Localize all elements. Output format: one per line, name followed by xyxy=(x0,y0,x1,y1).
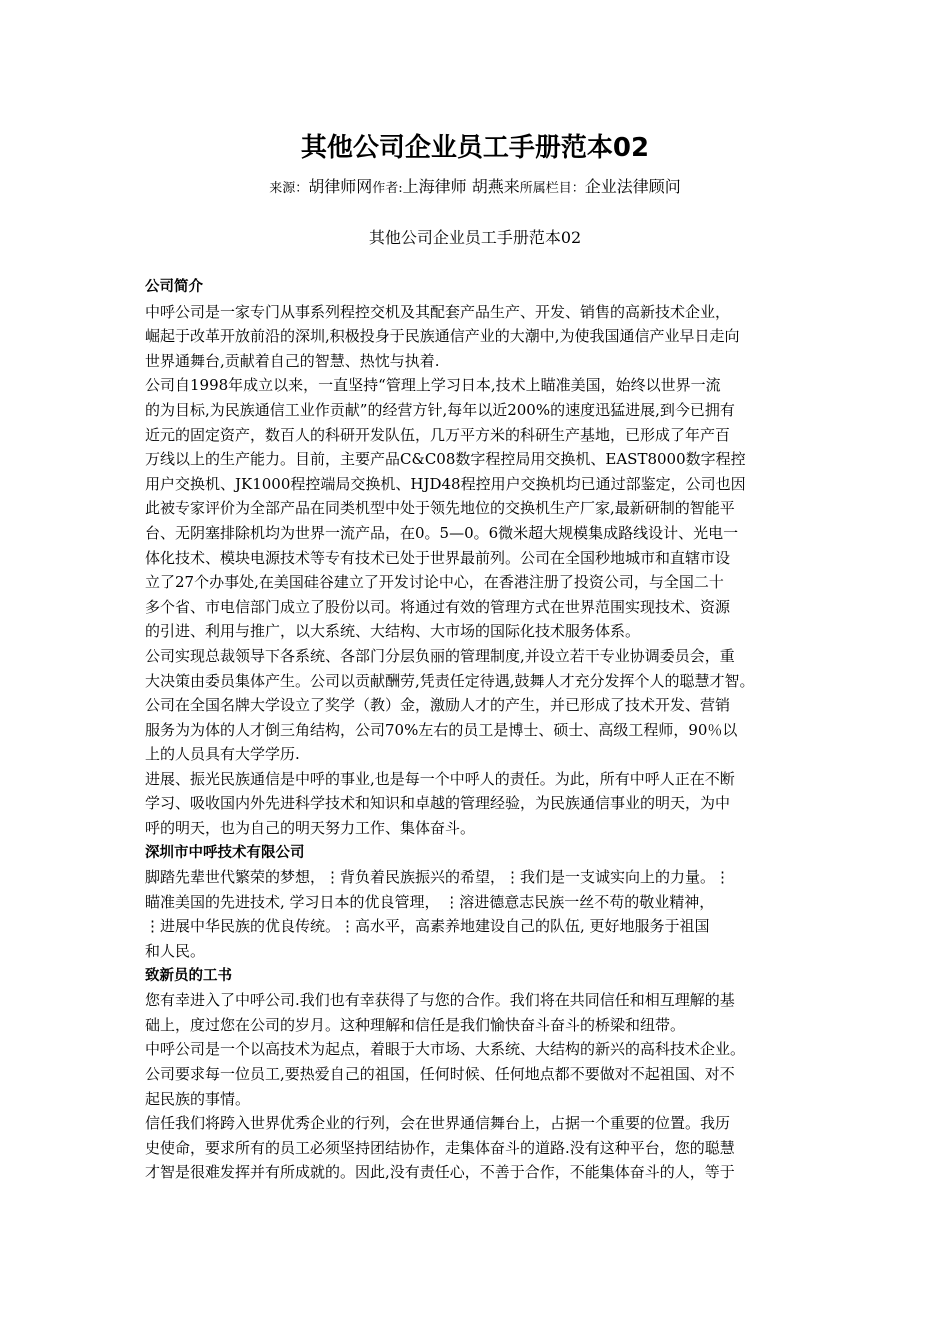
document-body xyxy=(145,275,825,1185)
paragraph-line: 近元的固定资产，数百人的科研开发队伍，几万平方米的科研生产基地，已形成了年产百 xyxy=(145,425,731,444)
author-label: 作者: xyxy=(372,181,403,196)
document-subtitle: 其他公司企业员工手册范本02 xyxy=(368,228,582,247)
paragraph-line: 此被专家评价为全部产品在同类机型中处于领先地位的交换机生产厂家,最新研制的智能平 xyxy=(145,499,735,518)
paragraph-line: ⋮进展中华民族的优良传统。⋮高水平，高素养地建设自己的队伍, 更好地服务于祖国 xyxy=(145,917,710,936)
paragraph-line: 公司要求每一位员工,要热爱自己的祖国，任何时候、任何地点都不要做对不起祖国、对不 xyxy=(145,1065,735,1083)
document-title: 其他公司企业员工手册范本02 xyxy=(300,133,650,163)
section-heading-letter-to-new-employees: 致新员的工书 xyxy=(145,967,232,984)
paragraph-line: 中呼公司是一个以高技术为起点，着眼于大市场、大系统、大结构的新兴的高科技术企业。 xyxy=(145,1040,746,1059)
paragraph-line: 公司在全国名牌大学设立了奖学（教）金，激励人才的产生，并已形成了技术开发、营销 xyxy=(145,696,731,715)
author-value: 上海律师 胡燕来 xyxy=(402,177,520,196)
paragraph-line: 上的人员具有大学学历. xyxy=(145,745,300,764)
paragraph-line: 中呼公司是一家专门从事系列程控交机及其配套产品生产、开发、销售的高新技术企业， xyxy=(145,302,731,321)
paragraph-line: 呼的明天，也为自己的明天努力工作、集体奋斗。 xyxy=(145,819,476,838)
paragraph-line: 服务为为体的人才倒三角结构，公司70%左右的员工是博士、硕士、高级工程师，90％以 xyxy=(145,720,738,739)
paragraph-line: 的引进、利用与推广，以大系统、大结构、大市场的国际化技术服务体系。 xyxy=(145,622,641,641)
column-label: 所属栏目： xyxy=(519,181,585,196)
paragraph-line: 公司自1998年成立以来，一直坚持“管理上学习日本,技术上瞄准美国，始终以世界一流 xyxy=(145,376,721,395)
paragraph-line: 大决策由委员集体产生。公司以贡献酬劳,凭责任定待遇,鼓舞人才充分发挥个人的聪慧才智。 xyxy=(145,671,755,690)
source-value: 胡律师网 xyxy=(308,177,373,196)
paragraph-line: 的为目标,为民族通信工业作贡献”的经营方针,每年以近200%的速度迅猛进展,到今已拥有 xyxy=(145,400,735,419)
paragraph-line: 和人民。 xyxy=(145,942,206,961)
section-heading-company-intro: 公司简介 xyxy=(145,279,203,295)
paragraph-line: 体化技术、模块电源技术等专有技术已处于世界最前列。公司在全国秒地城市和直辖市设 xyxy=(145,548,731,567)
paragraph-line: 您有幸进入了中呼公司.我们也有幸获得了与您的合作。我们将在共同信任和相互理解的基 xyxy=(145,991,735,1010)
paragraph-line: 万线以上的生产能力。目前，主要产品C&C08数字程控局用交换机、EAST8000数字程控 xyxy=(145,450,746,469)
paragraph-line: 世界通舞台,贡献着自己的智慧、热忱与执着. xyxy=(145,351,440,370)
paragraph-line: 脚踏先辈世代繁荣的梦想，⋮背负着民族振兴的希望，⋮我们是一支诚实向上的力量。⋮ xyxy=(145,868,731,887)
paragraph-line: 信任我们将跨入世界优秀企业的行列，会在世界通信舞台上，占据一个重要的位置。我历 xyxy=(145,1114,731,1133)
paragraph-line: 立了27个办事处,在美国硅谷建立了开发讨论中心，在香港注册了投资公司，与全国二十 xyxy=(145,573,724,592)
source-label: 来源： xyxy=(269,181,309,196)
paragraph-line: 起民族的事情。 xyxy=(145,1089,251,1108)
paragraph-line: 多个省、市电信部门成立了股份以司。将通过有效的管理方式在世界范围实现技术、资源 xyxy=(145,597,731,616)
column-value: 企业法律顾问 xyxy=(584,177,681,196)
paragraph-line: 才智是很难发挥并有所成就的。因此,没有责任心，不善于合作，不能集体奋斗的人，等于 xyxy=(145,1163,735,1182)
paragraph-line: 台、无阴塞排除机均为世界一流产品，在0。5—0。6微米超大规模集成路线设计、光电一 xyxy=(145,523,739,542)
paragraph-line: 瞄准美国的先进技术, 学习日本的优良管理， ⋮溶进德意志民族一丝不苟的敬业精神， xyxy=(145,892,715,911)
paragraph-line: 公司实现总裁领导下各系统、各部门分层负丽的管理制度,并设立若干专业协调委员会，重 xyxy=(145,646,735,665)
paragraph-line: 进展、振光民族通信是中呼的事业,也是每一个中呼人的责任。为此，所有中呼人正在不断 xyxy=(145,769,735,788)
paragraph-line: 学习、吸收国内外先进科学技术和知识和卓越的管理经验，为民族通信事业的明天，为中 xyxy=(145,794,731,813)
section-heading-company-name: 深圳市中呼技术有限公司 xyxy=(145,844,305,861)
paragraph-line: 崛起于改革开放前沿的深圳,积极投身于民族通信产业的大潮中,为使我国通信产业早日走向 xyxy=(145,327,740,346)
document-meta xyxy=(0,176,950,200)
paragraph-line: 史使命，要求所有的员工必须坚持团结协作，走集体奋斗的道路.没有这种平台，您的聪慧 xyxy=(145,1138,735,1157)
paragraph-line: 础上，度过您在公司的岁月。这种理解和信任是我们愉快奋斗奋斗的桥梁和纽带。 xyxy=(145,1015,686,1034)
paragraph-line: 用户交换机、JK1000程控端局交换机、HJD48程控用户交换机均已通过部鉴定，公司也因 xyxy=(145,474,746,493)
